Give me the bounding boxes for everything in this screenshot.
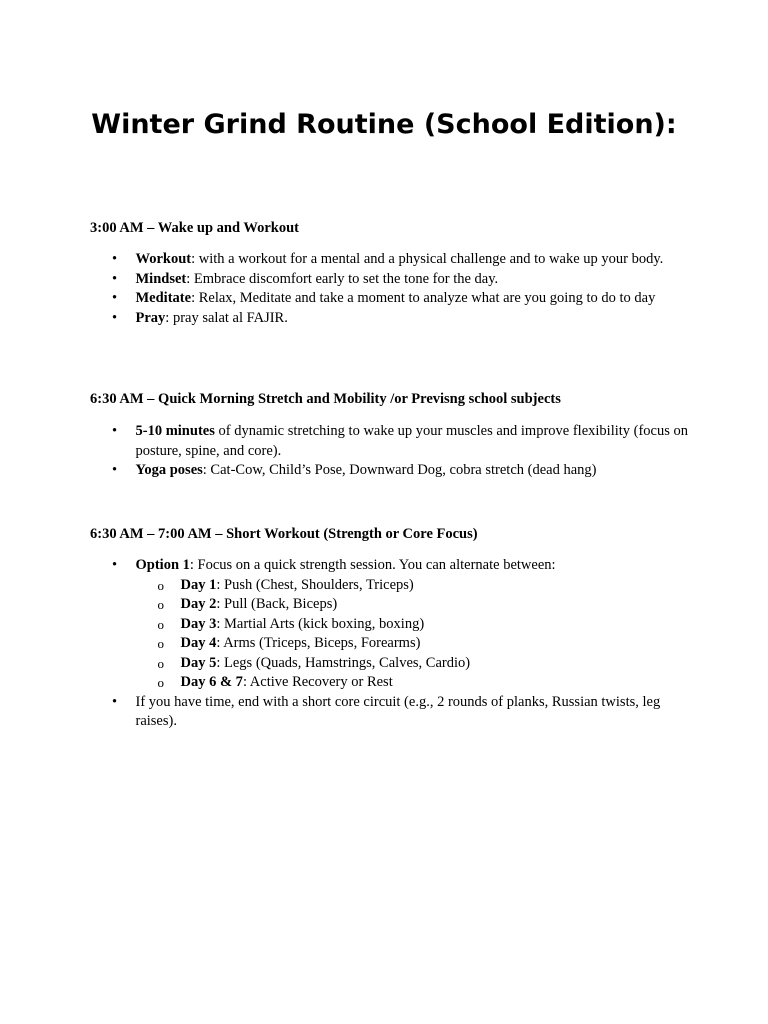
list-item: [90, 693, 690, 732]
item-text: : Active Recovery or Rest: [242, 674, 393, 690]
item-term: Pray: [135, 309, 166, 326]
sub-list-item: [136, 654, 691, 674]
item-text: of dynamic stretching to wake up your muscles and improve flexibility (focus on posture, spine, and core).: [135, 423, 689, 459]
section-heading-short-workout: 6:30 AM – 7:00 AM – Short Workout (Strength or Core Focus): [90, 526, 478, 542]
item-text: : with a workout for a mental and a physical challenge and to wake up your body.: [191, 251, 664, 267]
sub-list-item: [136, 595, 691, 615]
sub-list-item: [136, 673, 691, 693]
item-term: Mindset: [135, 270, 187, 287]
item-text: : Embrace discomfort early to set the tone for the day.: [186, 270, 499, 287]
sub-list-item: [136, 615, 691, 635]
bullet-list-short-workout: [90, 556, 690, 732]
item-text: : Relax, Meditate and take a moment to analyze what are you going to do to day: [191, 290, 656, 306]
list-item: [90, 250, 690, 270]
bullet-list-wake-up: [90, 250, 690, 328]
item-text: : Pull (Back, Biceps): [216, 596, 338, 612]
sub-list-workout-days: [136, 576, 691, 693]
item-term: Day 1: [180, 576, 217, 593]
sub-list-item: [136, 634, 691, 654]
item-term: Day 2: [180, 596, 217, 612]
section-heading-stretch: 6:30 AM – Quick Morning Stretch and Mobility /or Previsng school subjects: [90, 391, 561, 407]
item-term: 5-10 minutes: [135, 423, 215, 439]
item-term: Day 6 & 7: [180, 674, 243, 690]
bullet-list-stretch: [90, 422, 690, 481]
item-text: : Focus on a quick strength session. You can alternate between:: [189, 557, 556, 573]
item-term: Day 4: [180, 635, 217, 651]
item-text: : Arms (Triceps, Biceps, Forearms): [216, 635, 421, 651]
item-term: Option 1: [135, 557, 190, 573]
item-term: Yoga poses: [135, 462, 203, 478]
list-item: [90, 309, 690, 329]
item-term: Workout: [135, 251, 192, 267]
sub-list-item: [136, 576, 691, 596]
item-text: : Martial Arts (kick boxing, boxing): [216, 615, 425, 632]
item-text: : Cat-Cow, Child’s Pose, Downward Dog, cobra stretch (dead hang): [202, 462, 597, 478]
item-text: : Push (Chest, Shoulders, Triceps): [216, 576, 414, 593]
item-term: Day 3: [180, 615, 217, 632]
item-text: If you have time, end with a short core circuit (e.g., 2 rounds of planks, Russian twists, leg raises).: [135, 693, 661, 729]
item-term: Day 5: [180, 654, 217, 671]
item-term: Meditate: [135, 290, 192, 306]
item-text: : Legs (Quads, Hamstrings, Calves, Cardio): [216, 654, 471, 671]
list-item: [90, 289, 690, 309]
section-heading-wake-up: 3:00 AM – Wake up and Workout: [90, 220, 299, 236]
list-item: [90, 270, 690, 290]
list-item: [90, 461, 690, 481]
list-item: [90, 556, 690, 693]
item-text: : pray salat al FAJIR.: [165, 309, 288, 326]
list-item: [90, 422, 690, 461]
document-title: Winter Grind Routine (School Edition):: [91, 109, 677, 140]
